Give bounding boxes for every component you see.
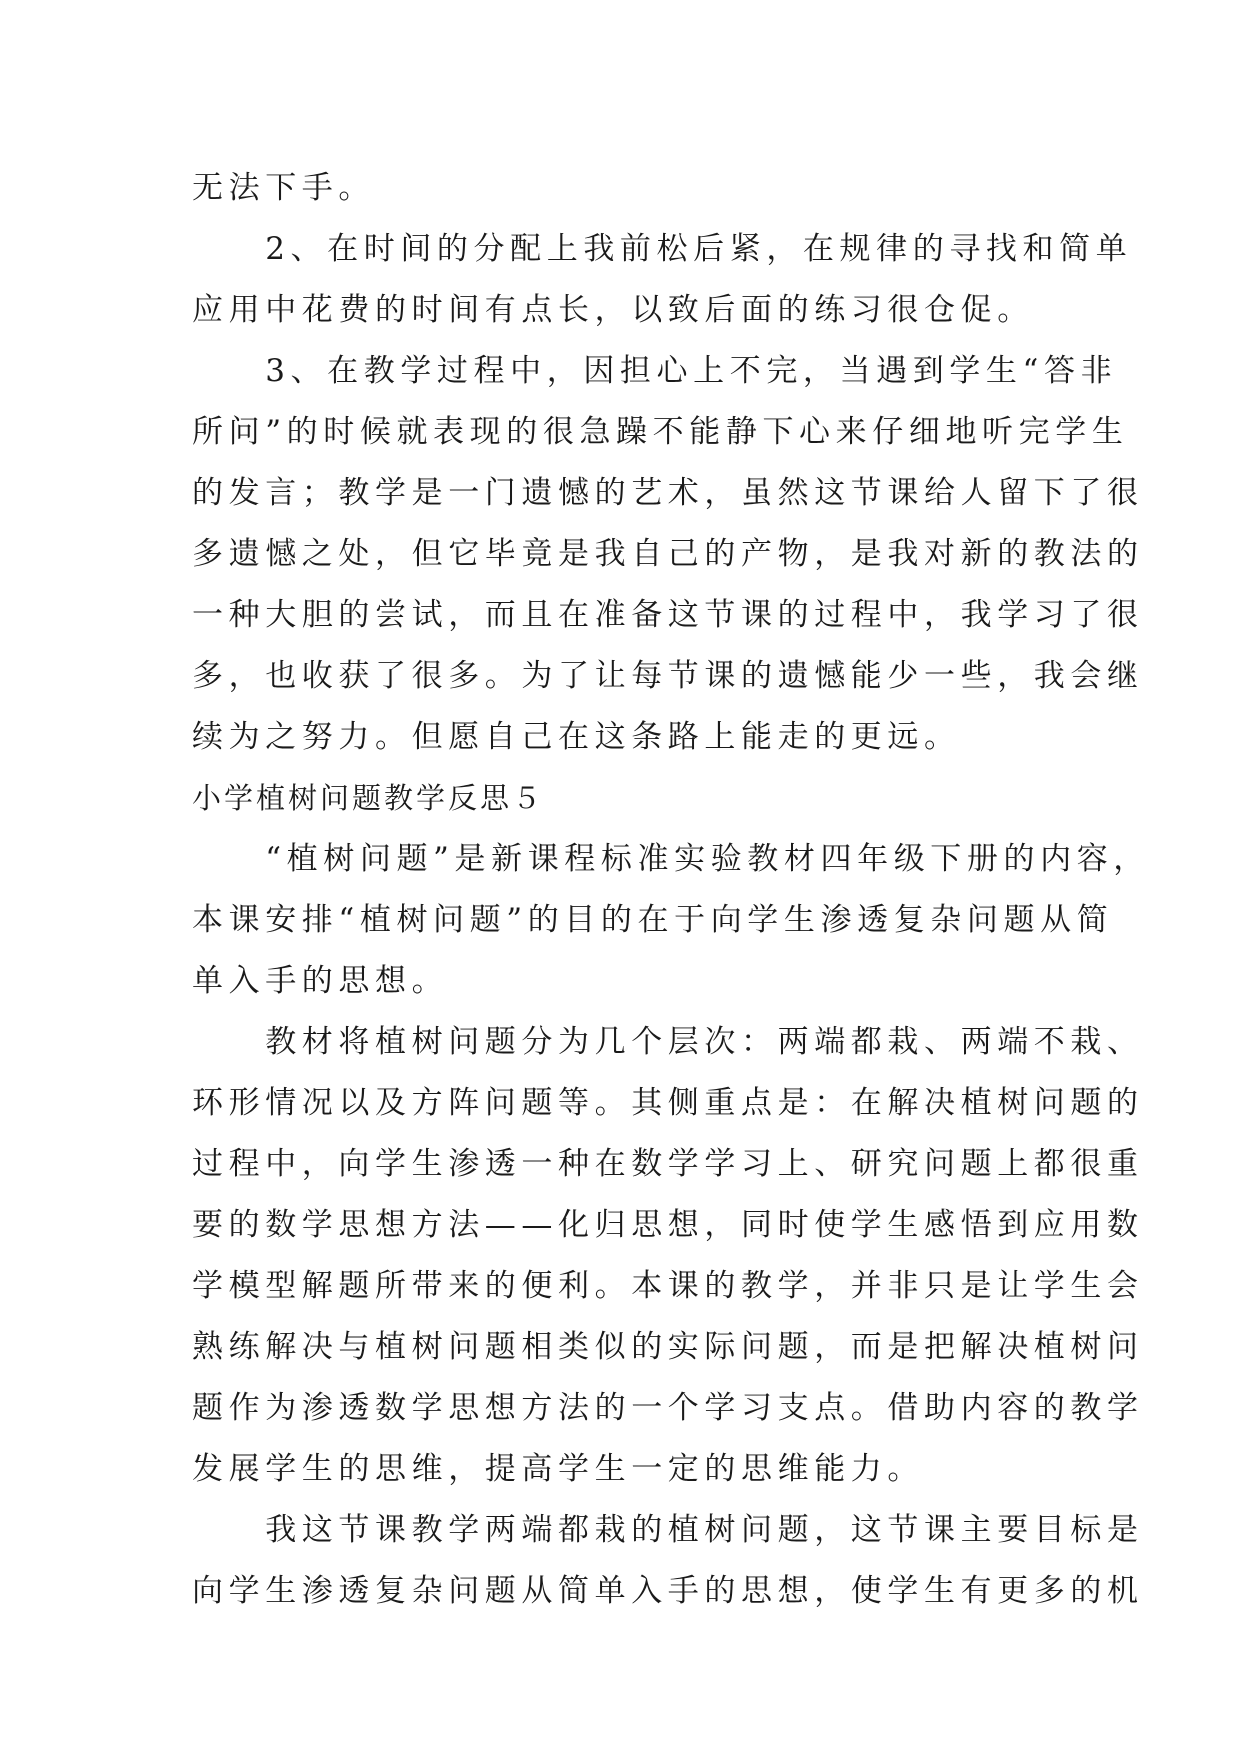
text-line: 2、在时间的分配上我前松后紧，在规律的寻找和简单 [192, 231, 1133, 267]
text-line: 的发言；教学是一门遗憾的艺术，虽然这节课给人留下了很 [192, 475, 1144, 511]
text-line: 无法下手。 [192, 170, 375, 206]
text-line: 环形情况以及方阵问题等。其侧重点是：在解决植树问题的 [192, 1085, 1144, 1121]
text-line: 3、在教学过程中，因担心上不完，当遇到学生“答非 [192, 353, 1118, 389]
text-line: 教材将植树问题分为几个层次：两端都栽、两端不栽、 [192, 1024, 1144, 1060]
text-line: 单入手的思想。 [192, 963, 449, 999]
text-line: 所问”的时候就表现的很急躁不能静下心来仔细地听完学生 [192, 414, 1129, 450]
text-line: 一种大胆的尝试，而且在准备这节课的过程中，我学习了很 [192, 597, 1144, 633]
text-line: 熟练解决与植树问题相类似的实际问题，而是把解决植树问 [192, 1329, 1144, 1365]
section-heading: 小学植树问题教学反思５ [192, 781, 545, 815]
text-line: 学模型解题所带来的便利。本课的教学，并非只是让学生会 [192, 1268, 1144, 1304]
text-line: 多，也收获了很多。为了让每节课的遗憾能少一些，我会继 [192, 658, 1144, 694]
text-line: 过程中，向学生渗透一种在数学学习上、研究问题上都很重 [192, 1146, 1144, 1182]
text-line: 我这节课教学两端都栽的植树问题，这节课主要目标是 [192, 1512, 1144, 1548]
text-line: 本课安排“植树问题”的目的在于向学生渗透复杂问题从简 [192, 902, 1114, 938]
document-body [192, 158, 1150, 1622]
text-line: 应用中花费的时间有点长，以致后面的练习很仓促。 [192, 292, 1034, 328]
text-line: 发展学生的思维，提高学生一定的思维能力。 [192, 1451, 924, 1487]
text-line: 向学生渗透复杂问题从简单入手的思想，使学生有更多的机 [192, 1573, 1144, 1609]
text-line: 要的数学思想方法——化归思想，同时使学生感悟到应用数 [192, 1207, 1144, 1243]
text-line: 多遗憾之处，但它毕竟是我自己的产物，是我对新的教法的 [192, 536, 1144, 572]
text-line: 续为之努力。但愿自己在这条路上能走的更远。 [192, 719, 961, 755]
text-line: “植树问题”是新课程标准实验教材四年级下册的内容， [192, 841, 1150, 877]
text-line: 题作为渗透数学思想方法的一个学习支点。借助内容的教学 [192, 1390, 1144, 1426]
